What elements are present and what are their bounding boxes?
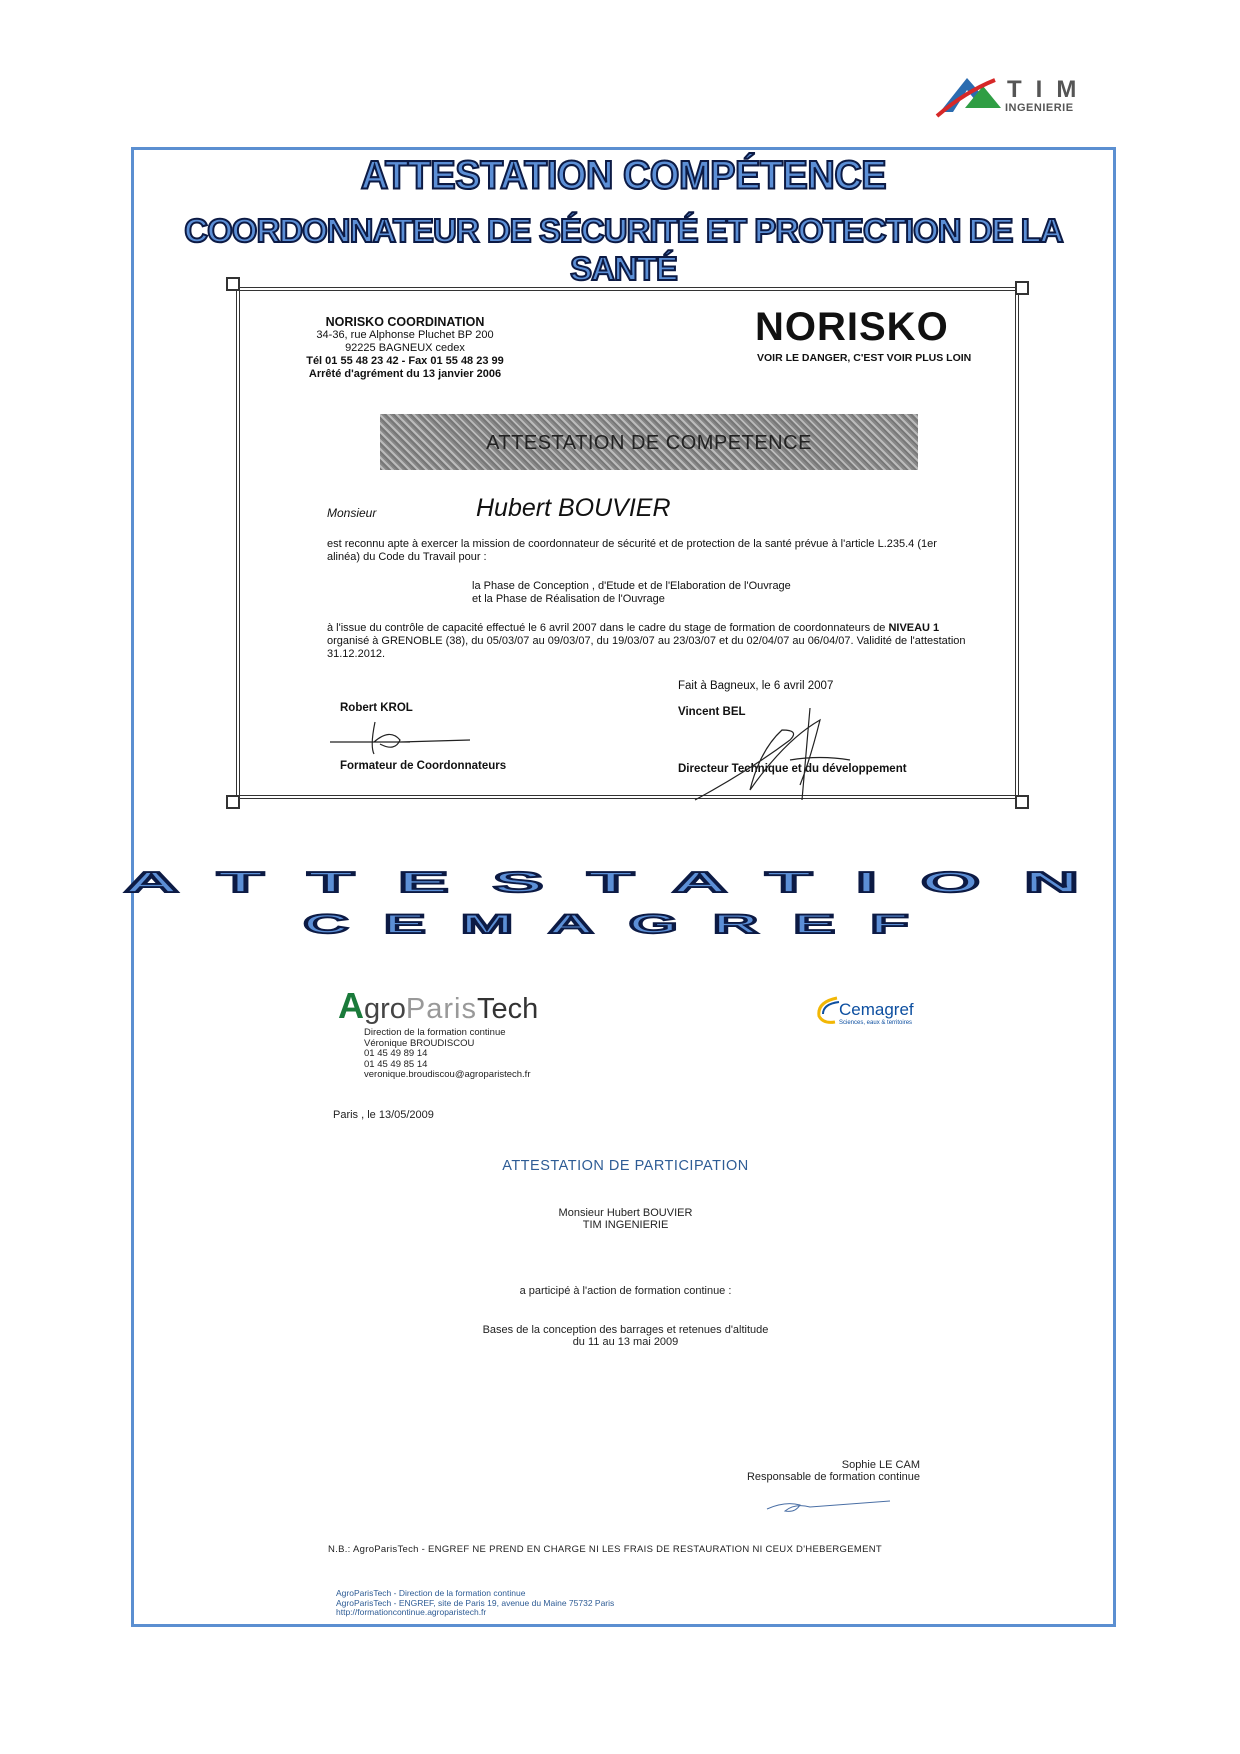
signer2-name: Vincent BEL: [678, 706, 746, 718]
letter-date: Paris , le 13/05/2009: [333, 1109, 434, 1121]
monsieur-label: Monsieur: [327, 506, 377, 520]
agro-logo-gro: gro: [364, 993, 406, 1025]
norisko-address1: 34-36, rue Alphonse Pluchet BP 200: [316, 329, 494, 341]
footer-line2: AgroParisTech - ENGREF, site de Paris 19, avenue du Maine 75732 Paris: [336, 1597, 615, 1608]
agro-contact-block: [364, 1028, 531, 1081]
signer2-role: Directeur Technique et du développement: [678, 763, 907, 775]
signature-bel: [690, 700, 870, 805]
signer1-name: Robert KROL: [340, 702, 413, 714]
corner-mark: [226, 795, 240, 809]
contact-name: Véronique BROUDISCOU: [364, 1037, 475, 1049]
agroparistech-logo: [338, 985, 538, 1027]
corner-mark: [226, 277, 240, 291]
contact-email: veronique.broudiscou@agroparistech.fr: [364, 1069, 531, 1080]
corner-mark: [1015, 281, 1029, 295]
attestation-banner-text: ATTESTATION DE COMPETENCE: [486, 432, 812, 454]
recipient-name: Monsieur Hubert BOUVIER: [558, 1207, 693, 1219]
norisko-agrement: Arrêté d'agrément du 13 janvier 2006: [308, 368, 502, 380]
phase-1: la Phase de Conception , d'Etude et de l'Elaboration de l'Ouvrage: [472, 580, 791, 592]
made-at: Fait à Bagneux, le 6 avril 2007: [678, 680, 834, 692]
cemagref-name: Cemagref: [839, 1000, 914, 1019]
signature-lecam: [765, 1497, 895, 1517]
course-title: Bases de la conception des barrages et retenues d'altitude: [482, 1324, 769, 1336]
contact-phone: 01 45 49 89 14: [364, 1048, 428, 1059]
nb-note: N.B.: AgroParisTech - ENGREF NE PREND EN CHARGE NI LES FRAIS DE RESTAURATION NI CEUX D'HEBERGEMENT: [328, 1544, 882, 1555]
agro-signer-role: Responsable de formation continue: [746, 1471, 920, 1483]
body2-part-b: organisé à GRENOBLE (38), du 05/03/07 au 09/03/07, du 19/03/07 au 23/03/07 et du 02/04/07 au 06/04/07. Validité de l'attestation 31.12.2012.: [327, 635, 966, 660]
contact-fax: 01 45 49 85 14: [364, 1058, 428, 1070]
norisko-address-block: [300, 316, 510, 381]
corner-mark: [1015, 795, 1029, 809]
cemagref-logo: [815, 990, 935, 1030]
title-cemagref: CEMAGREF: [303, 908, 944, 939]
agro-logo-tech: Tech: [477, 993, 539, 1025]
norisko-address2: 92225 BAGNEUX cedex: [345, 342, 465, 354]
letter-title: ATTESTATION DE PARTICIPATION: [502, 1158, 749, 1174]
tim-logo-text: TIM: [1007, 76, 1091, 103]
footer-line1: AgroParisTech - Direction de la formation continue: [336, 1588, 526, 1598]
certificate-phases: [472, 580, 892, 606]
agro-signer-block: [700, 1459, 920, 1483]
agro-signer-name: Sophie LE CAM: [841, 1459, 920, 1471]
signature-krol: [330, 718, 480, 758]
footer-line3: http://formationcontinue.agroparistech.fr: [336, 1607, 487, 1617]
agro-logo-a: A: [338, 985, 364, 1026]
norisko-logo: NORISKO: [755, 305, 949, 349]
tim-mountain-icon: [935, 72, 1005, 122]
recipient-block: [133, 1207, 1118, 1231]
norisko-slogan: VOIR LE DANGER, C'EST VOIR PLUS LOIN: [757, 352, 972, 364]
tim-logo-subtext: INGENIERIE: [1005, 102, 1074, 114]
course-block: [133, 1324, 1118, 1348]
body2-part-a: à l'issue du contrôle de capacité effectué le 6 avril 2007 dans le cadre du stage de formation de coordonnateurs de: [327, 622, 889, 634]
title-coordonnateur: COORDONNATEUR DE SÉCURITÉ ET PROTECTION DE LA SANTÉ: [184, 212, 1063, 287]
certificate-body-2: [327, 622, 967, 661]
title-attestation-competence: ATTESTATION COMPÉTENCE: [360, 153, 887, 199]
holder-name: Hubert BOUVIER: [476, 494, 671, 522]
norisko-org-name: NORISKO COORDINATION: [325, 315, 485, 329]
participated-text: a participé à l'action de formation continue :: [519, 1285, 732, 1297]
course-dates: du 11 au 13 mai 2009: [572, 1336, 679, 1348]
contact-dept: Direction de la formation continue: [364, 1027, 506, 1038]
cemagref-subtitle: Sciences, eaux & territoires: [839, 1020, 913, 1026]
phase-2: et la Phase de Réalisation de l'Ouvrage: [472, 593, 665, 605]
tim-logo: [935, 72, 1095, 122]
signer1-role: Formateur de Coordonnateurs: [340, 760, 507, 772]
certificate-body-1: est reconnu apte à exercer la mission de coordonnateur de sécurité et de protection de la santé prévue à l'article L.235.4 (1er alinéa) du Code du Travail pour :: [327, 538, 937, 563]
body2-level: NIVEAU 1: [888, 622, 940, 634]
recipient-company: TIM INGENIERIE: [582, 1219, 669, 1231]
letter-footer: [336, 1589, 836, 1618]
agro-logo-paris: Paris: [405, 993, 477, 1025]
title-attestation: ATTESTATION: [123, 867, 1124, 899]
attestation-banner: [380, 414, 918, 470]
norisko-phone: Tél 01 55 48 23 42 - Fax 01 55 48 23 99: [306, 355, 504, 367]
